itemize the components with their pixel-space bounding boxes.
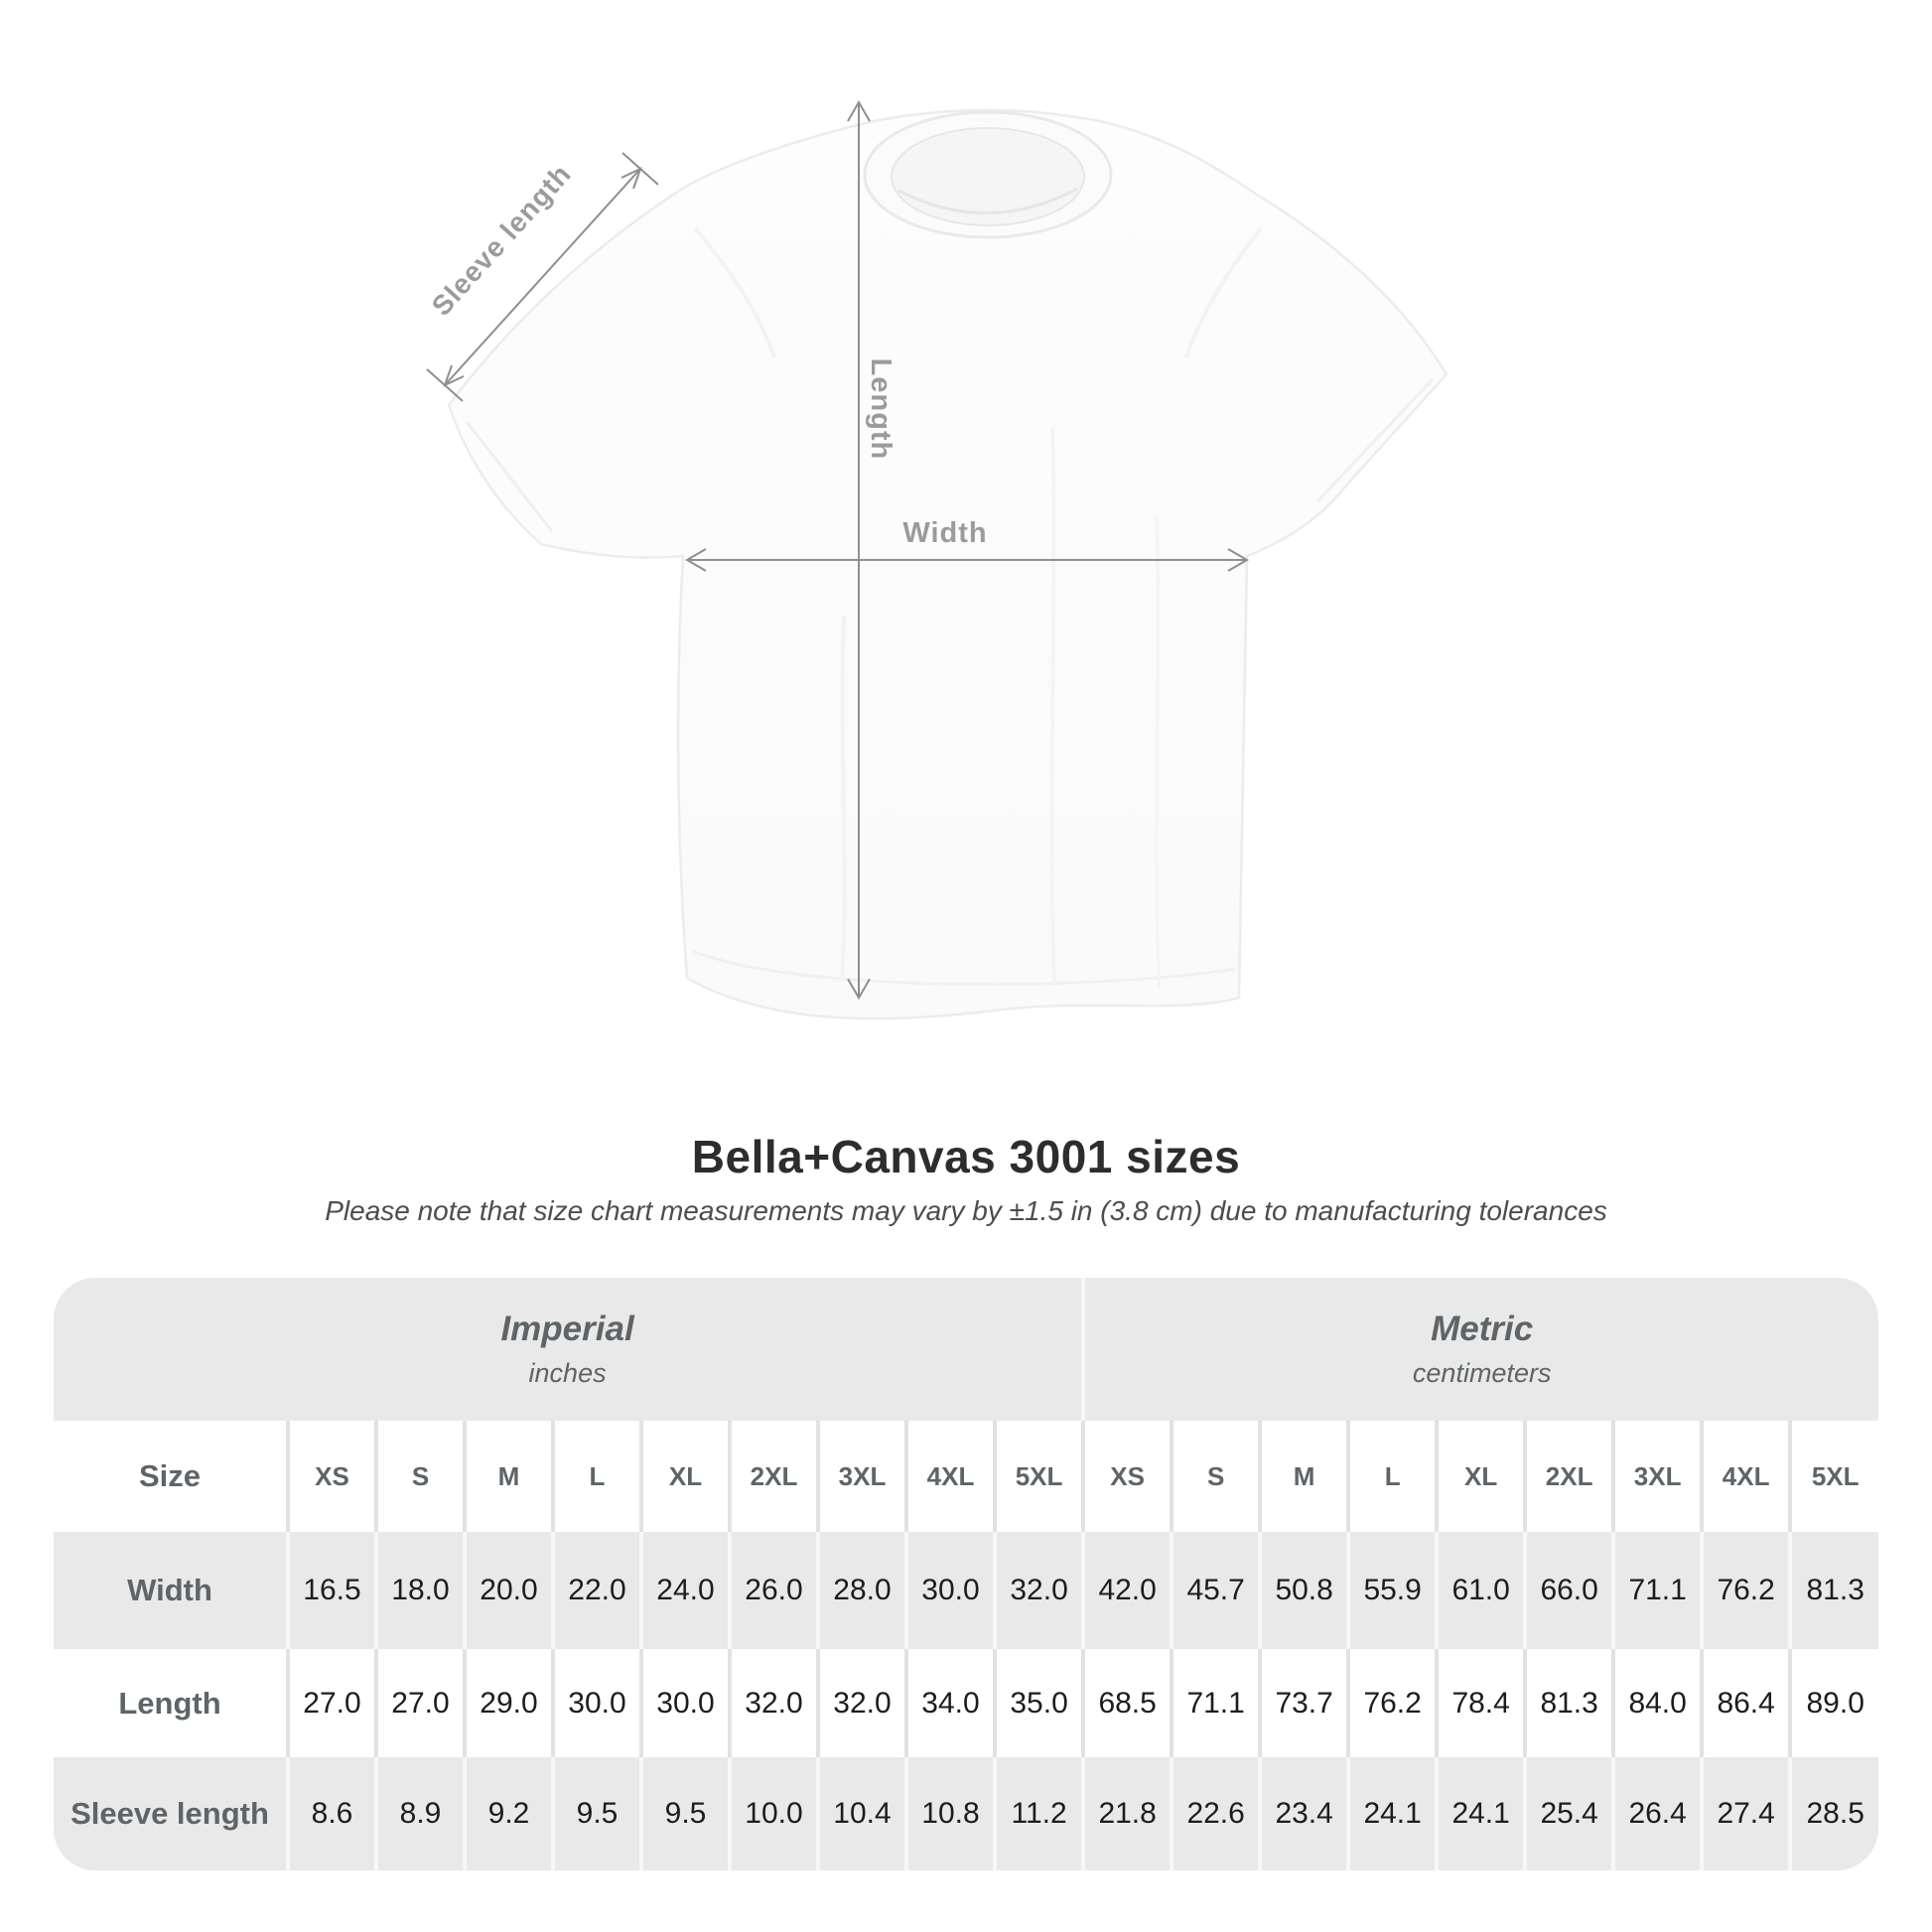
imperial-value-cell: 10.0	[730, 1757, 818, 1870]
measurement-row	[54, 1757, 1878, 1870]
metric-value-cell: 71.1	[1172, 1649, 1260, 1757]
metric-value-cell: 22.6	[1172, 1757, 1260, 1870]
metric-value-cell: 45.7	[1172, 1532, 1260, 1649]
size-header-cell: 5XL	[995, 1421, 1083, 1532]
imperial-value-cell: 30.0	[641, 1649, 730, 1757]
imperial-value-cell: 28.0	[818, 1532, 906, 1649]
metric-value-cell: 25.4	[1525, 1757, 1613, 1870]
size-header-cell: 3XL	[1613, 1421, 1702, 1532]
metric-value-cell: 66.0	[1525, 1532, 1613, 1649]
size-header-cell: 2XL	[730, 1421, 818, 1532]
metric-value-cell: 73.7	[1260, 1649, 1348, 1757]
size-header-cell: M	[465, 1421, 553, 1532]
width-label: Width	[902, 517, 988, 549]
imperial-value-cell: 9.2	[465, 1757, 553, 1870]
imperial-value-cell: 35.0	[995, 1649, 1083, 1757]
size-header-cell: XS	[1083, 1421, 1172, 1532]
size-header-cell: L	[553, 1421, 641, 1532]
metric-value-cell: 81.3	[1525, 1649, 1613, 1757]
imperial-value-cell: 10.8	[906, 1757, 995, 1870]
imperial-value-cell: 32.0	[995, 1532, 1083, 1649]
length-label: Length	[865, 357, 897, 461]
metric-value-cell: 27.4	[1702, 1757, 1790, 1870]
size-header-cell: XL	[641, 1421, 730, 1532]
metric-value-cell: 81.3	[1790, 1532, 1878, 1649]
imperial-value-cell: 9.5	[641, 1757, 730, 1870]
size-table-card	[54, 1278, 1878, 1870]
metric-value-cell: 89.0	[1790, 1649, 1878, 1757]
size-header-cell: XL	[1437, 1421, 1525, 1532]
measurement-row-label: Sleeve length	[70, 1796, 269, 1831]
metric-value-cell: 84.0	[1613, 1649, 1702, 1757]
imperial-value-cell: 32.0	[818, 1649, 906, 1757]
imperial-value-cell: 11.2	[995, 1757, 1083, 1870]
imperial-value-cell: 29.0	[465, 1649, 553, 1757]
metric-unit: centimeters	[1412, 1357, 1552, 1388]
imperial-value-cell: 16.5	[288, 1532, 376, 1649]
imperial-value-cell: 30.0	[906, 1532, 995, 1649]
imperial-value-cell: 18.0	[376, 1532, 465, 1649]
metric-value-cell: 76.2	[1702, 1532, 1790, 1649]
metric-value-cell: 61.0	[1437, 1532, 1525, 1649]
size-header-cell: 3XL	[818, 1421, 906, 1532]
metric-label: Metric	[1431, 1310, 1534, 1349]
size-table	[54, 1278, 1878, 1870]
imperial-value-cell: 10.4	[818, 1757, 906, 1870]
size-header-cell: 2XL	[1525, 1421, 1613, 1532]
sleeve-length-label: Sleeve length	[425, 158, 578, 322]
size-header-cell: 4XL	[906, 1421, 995, 1532]
imperial-value-cell: 30.0	[553, 1649, 641, 1757]
imperial-value-cell: 8.9	[376, 1757, 465, 1870]
metric-value-cell: 78.4	[1437, 1649, 1525, 1757]
size-header-cell: M	[1260, 1421, 1348, 1532]
imperial-value-cell: 24.0	[641, 1532, 730, 1649]
imperial-value-cell: 26.0	[730, 1532, 818, 1649]
metric-value-cell: 76.2	[1348, 1649, 1437, 1757]
metric-header	[1083, 1278, 1878, 1421]
measurement-row-label: Width	[127, 1573, 212, 1607]
tolerance-note: Please note that size chart measurements may vary by ±1.5 in (3.8 cm) due to manufacturing tolerances	[325, 1195, 1607, 1226]
metric-value-cell: 23.4	[1260, 1757, 1348, 1870]
page-title: Bella+Canvas 3001 sizes	[691, 1131, 1241, 1182]
size-header-cell: S	[1172, 1421, 1260, 1532]
imperial-value-cell: 8.6	[288, 1757, 376, 1870]
size-header-cell: XS	[288, 1421, 376, 1532]
metric-value-cell: 50.8	[1260, 1532, 1348, 1649]
metric-value-cell: 68.5	[1083, 1649, 1172, 1757]
measurement-row	[54, 1532, 1878, 1649]
size-header-cell: S	[376, 1421, 465, 1532]
size-header-row	[54, 1421, 1878, 1532]
metric-value-cell: 86.4	[1702, 1649, 1790, 1757]
metric-value-cell: 24.1	[1348, 1757, 1437, 1870]
imperial-value-cell: 32.0	[730, 1649, 818, 1757]
metric-value-cell: 26.4	[1613, 1757, 1702, 1870]
imperial-label: Imperial	[500, 1310, 634, 1349]
measurement-row	[54, 1649, 1878, 1757]
metric-value-cell: 71.1	[1613, 1532, 1702, 1649]
tshirt-illustration	[449, 110, 1447, 1019]
imperial-value-cell: 9.5	[553, 1757, 641, 1870]
size-header-cell: 5XL	[1790, 1421, 1878, 1532]
metric-value-cell: 24.1	[1437, 1757, 1525, 1870]
metric-value-cell: 28.5	[1790, 1757, 1878, 1870]
imperial-value-cell: 27.0	[376, 1649, 465, 1757]
imperial-unit: inches	[528, 1357, 607, 1388]
metric-value-cell: 42.0	[1083, 1532, 1172, 1649]
metric-value-cell: 55.9	[1348, 1532, 1437, 1649]
imperial-value-cell: 34.0	[906, 1649, 995, 1757]
imperial-header	[54, 1278, 1083, 1421]
imperial-value-cell: 27.0	[288, 1649, 376, 1757]
size-header-cell: L	[1348, 1421, 1437, 1532]
imperial-value-cell: 22.0	[553, 1532, 641, 1649]
size-header-cell: 4XL	[1702, 1421, 1790, 1532]
metric-value-cell: 21.8	[1083, 1757, 1172, 1870]
imperial-value-cell: 20.0	[465, 1532, 553, 1649]
size-column-header: Size	[138, 1458, 202, 1493]
measurement-row-label: Length	[118, 1685, 221, 1721]
unit-header-row	[54, 1278, 1878, 1421]
